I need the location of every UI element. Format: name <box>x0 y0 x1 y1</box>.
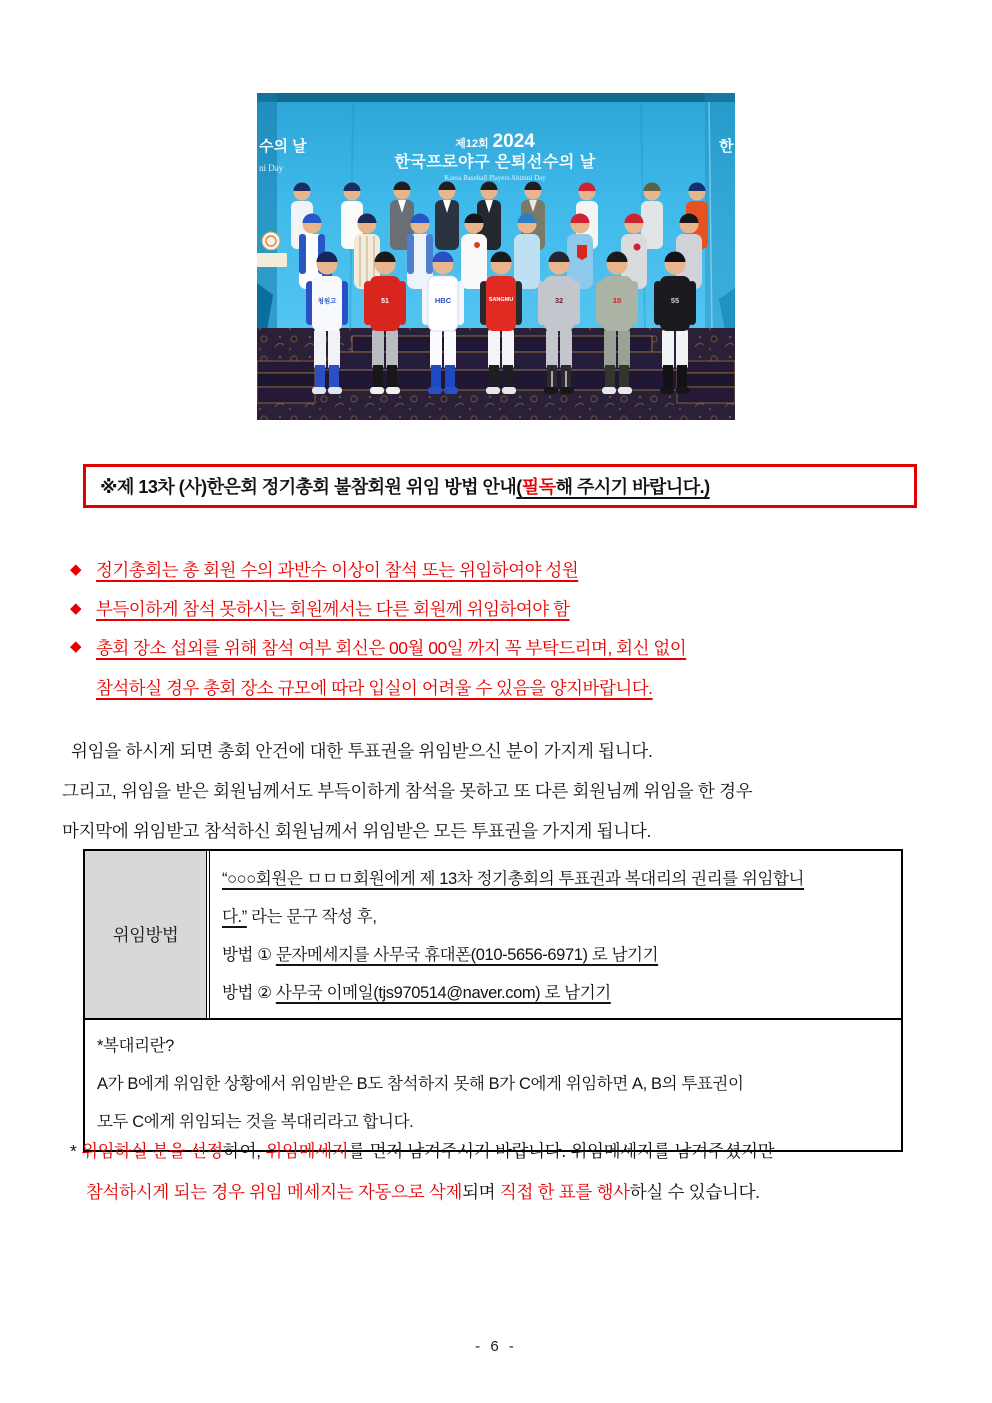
banner-title: 한국프로야구 은퇴선수의 날 <box>394 154 596 171</box>
delegation-quote-line2: 다.” <box>222 908 247 926</box>
banner-left-partial-en: ni Day <box>259 163 284 173</box>
method2-label: 방법 ② <box>222 984 276 1002</box>
notice-box <box>83 464 917 508</box>
jersey-text: HBC <box>434 296 452 305</box>
notice-highlight-word: 필독 <box>521 477 556 497</box>
delegation-table <box>83 849 903 1152</box>
note-line: *복대리란? <box>97 1037 174 1055</box>
jersey-text: 51 <box>381 298 389 305</box>
footnote-line1: * 위임하실 분을 선정하여, 위임메세지를 먼저 남겨주시기 바랍니다. 위임메세지를 남겨주셨지만 <box>70 1141 775 1161</box>
bullet-text: 정기총회는 총 회원 수의 과반수 이상이 참석 또는 위임하여야 성원 <box>96 560 579 580</box>
note-line: 모두 C에게 위임되는 것을 복대리라고 합니다. <box>97 1113 414 1131</box>
banner-left-partial: 수의 날 <box>259 138 307 155</box>
bullet-item <box>70 590 940 629</box>
bullet-text-line1: 총회 장소 섭외를 위해 참석 여부 회신은 00월 00일 까지 꼭 부탁드리며, 회신 없이 <box>96 638 687 658</box>
table-method-cell: “○○○회원은 ㅁㅁㅁ회원에게 제 13차 정기총회의 투표권과 복대리의 권리를 위임합니 다.” 라는 문구 작성 후, 방법 ① 문자메세지를 사무국 휴대폰(010-5656-6971) 로 남기기 방법 ② 사무국 이메일(tjs970514@naver.com) 로 남기기 <box>206 851 901 1018</box>
jersey-text: 10 <box>612 296 622 305</box>
jersey-text: 55 <box>670 296 680 305</box>
notice-main-text: ※제 13차 (사)한은회 정기총회 불참회원 위임 방법 안내 <box>100 477 517 497</box>
bullet-text: 부득이하게 참석 못하시는 회원께서는 다른 회원께 위임하여야 함 <box>96 598 570 619</box>
method1-label: 방법 ① <box>222 946 276 964</box>
paragraph-line: 위임을 하시게 되면 총회 안건에 대한 투표권을 위임받으신 분이 가지게 됩니다. <box>71 741 653 761</box>
banner-subtitle: Korea Baseball Players Alumni Day <box>444 174 546 182</box>
bullet-item <box>70 628 940 708</box>
page-number: - 6 - <box>475 1338 517 1355</box>
banner-edition-year: 제12회 2024 <box>455 131 535 152</box>
event-photo <box>257 93 735 420</box>
diamond-bullet-icon: ◆ <box>70 561 82 578</box>
footnote <box>70 1131 950 1213</box>
banner-right-partial: 한 <box>719 138 734 155</box>
footnote-line2: 참석하시게 되는 경우 위임 메세지는 자동으로 삭제되며 직접 한 표를 행사하실 수 있습니다. <box>86 1182 760 1202</box>
delegation-quote-line1: “○○○회원은 ㅁㅁㅁ회원에게 제 13차 정기총회의 투표권과 복대리의 권리를 위임합니 <box>222 870 805 888</box>
paragraph-line: 그리고, 위임을 받은 회원님께서도 부득이하게 참석을 못하고 또 다른 회원님께 위임을 한 경우 <box>62 781 753 801</box>
method2-text: 사무국 이메일(tjs970514@naver.com) 로 남기기 <box>275 984 611 1002</box>
bullet-list <box>70 551 940 708</box>
bullet-text-line2: 참석하실 경우 총회 장소 규모에 따라 입실이 어려울 수 있음을 양지바랍니다. <box>96 678 653 698</box>
note-line: A가 B에게 위임한 상황에서 위임받은 B도 참석하지 못해 B가 C에게 위임하면 A, B의 투표권이 <box>97 1075 744 1093</box>
jersey-text: 청원고 <box>317 298 337 305</box>
jersey-text: 32 <box>554 296 564 305</box>
jersey-text: SANGMU <box>488 297 514 303</box>
notice-emphasis: (필독해 주시기 바랍니다.) <box>516 477 710 497</box>
diamond-bullet-icon: ◆ <box>70 638 82 655</box>
body-paragraph <box>62 731 942 851</box>
method1-text: 문자메세지를 사무국 휴대폰(010-5656-6971) 로 남기기 <box>275 946 659 964</box>
table-header-cell: 위임방법 <box>85 851 206 1018</box>
diamond-bullet-icon: ◆ <box>70 599 82 617</box>
table-row-method <box>85 851 901 1018</box>
bullet-item <box>70 551 940 590</box>
paragraph-line: 마지막에 위임받고 참석하신 회원님께서 위임받은 모든 투표권을 가지게 됩니다. <box>62 821 652 841</box>
